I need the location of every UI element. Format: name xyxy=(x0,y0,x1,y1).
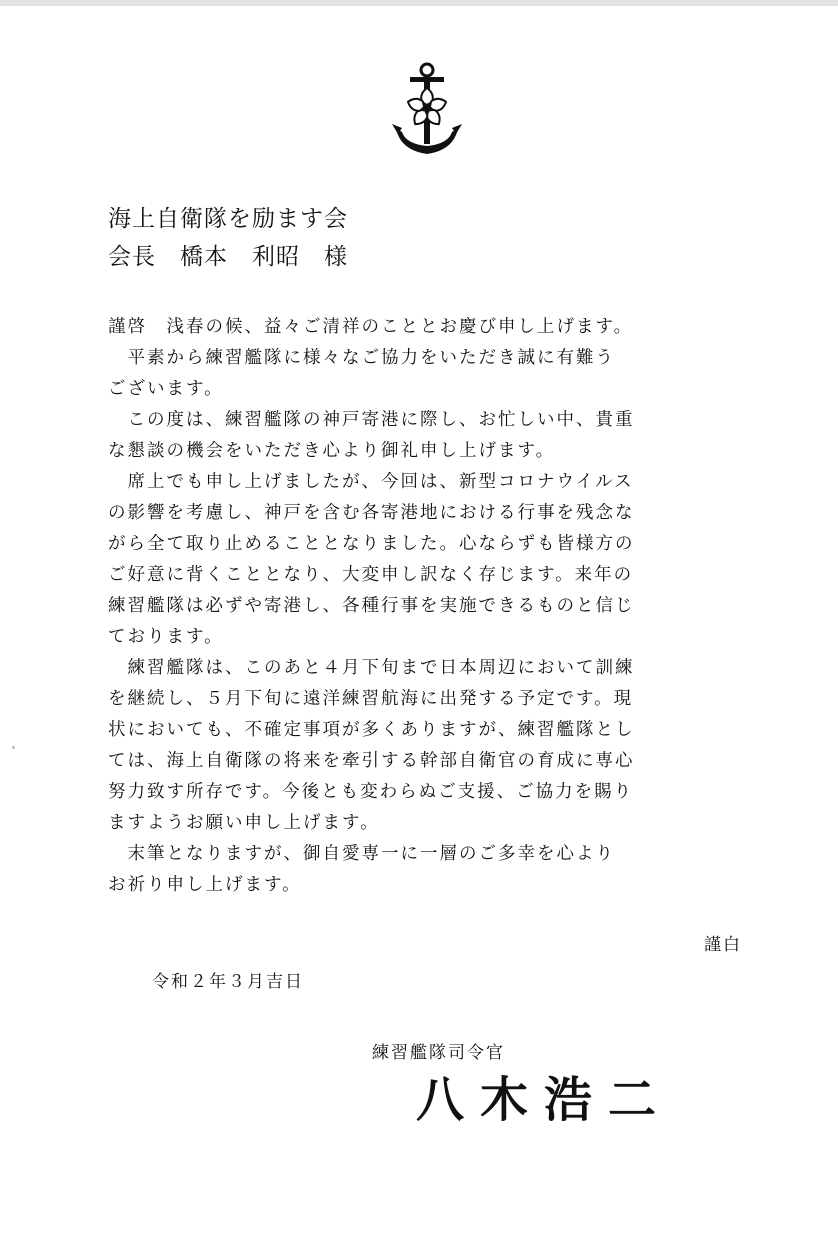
addressee-name: 会長 橋本 利昭 様 xyxy=(108,244,348,270)
body-line: 末筆となりますが、御自愛専一に一層のご多幸を心より xyxy=(108,844,615,864)
sender-title: 練習艦隊司令官 xyxy=(372,1043,505,1063)
body-line: ております。 xyxy=(108,627,224,647)
body-line: ますようお願い申し上げます。 xyxy=(108,813,380,833)
closing-word: 謹白 xyxy=(704,935,742,955)
body-line: を継続し、５月下旬に遠洋練習航海に出発する予定です。現 xyxy=(108,689,634,709)
body-line: がら全て取り止めることとなりました。心ならずも皆様方の xyxy=(108,534,635,554)
sender-signature: 八木浩二 xyxy=(416,1072,673,1128)
letter-body xyxy=(108,312,748,901)
anchor-cherry-blossom-emblem-icon xyxy=(390,62,464,158)
body-line: ございます。 xyxy=(108,379,224,399)
body-line: 謹啓 浅春の候、益々ご清祥のこととお慶び申し上げます。 xyxy=(108,317,634,337)
letter-date: 令和２年３月吉日 xyxy=(152,972,304,992)
top-bar xyxy=(0,0,838,6)
body-line: ご好意に背くこととなり、大変申し訳なく存じます。来年の xyxy=(108,565,634,585)
body-line: 平素から練習艦隊に様々なご協力をいただき誠に有難う xyxy=(108,348,615,368)
body-line: 努力致す所存です。今後とも変わらぬご支援、ご協力を賜り xyxy=(108,782,634,802)
body-line: この度は、練習艦隊の神戸寄港に際し、お忙しい中、貴重 xyxy=(108,410,635,430)
addressee-organization: 海上自衛隊を励ます会 xyxy=(108,206,348,232)
body-line: な懇談の機会をいただき心より御礼申し上げます。 xyxy=(108,441,556,461)
body-line: 状においても、不確定事項が多くありますが、練習艦隊とし xyxy=(108,720,635,740)
body-line: 席上でも申し上げましたが、今回は、新型コロナウイルス xyxy=(108,472,634,492)
body-line: 練習艦隊は必ずや寄港し、各種行事を実施できるものと信じ xyxy=(108,596,635,616)
addressee-block xyxy=(108,200,728,276)
body-line: お祈り申し上げます。 xyxy=(108,875,302,895)
body-line: の影響を考慮し、神戸を含む各寄港地における行事を残念な xyxy=(108,503,635,523)
scan-speck xyxy=(12,746,15,749)
body-line: 練習艦隊は、このあと４月下旬まで日本周辺において訓練 xyxy=(108,658,635,678)
body-line: ては、海上自衛隊の将来を牽引する幹部自衛官の育成に専心 xyxy=(108,751,635,771)
